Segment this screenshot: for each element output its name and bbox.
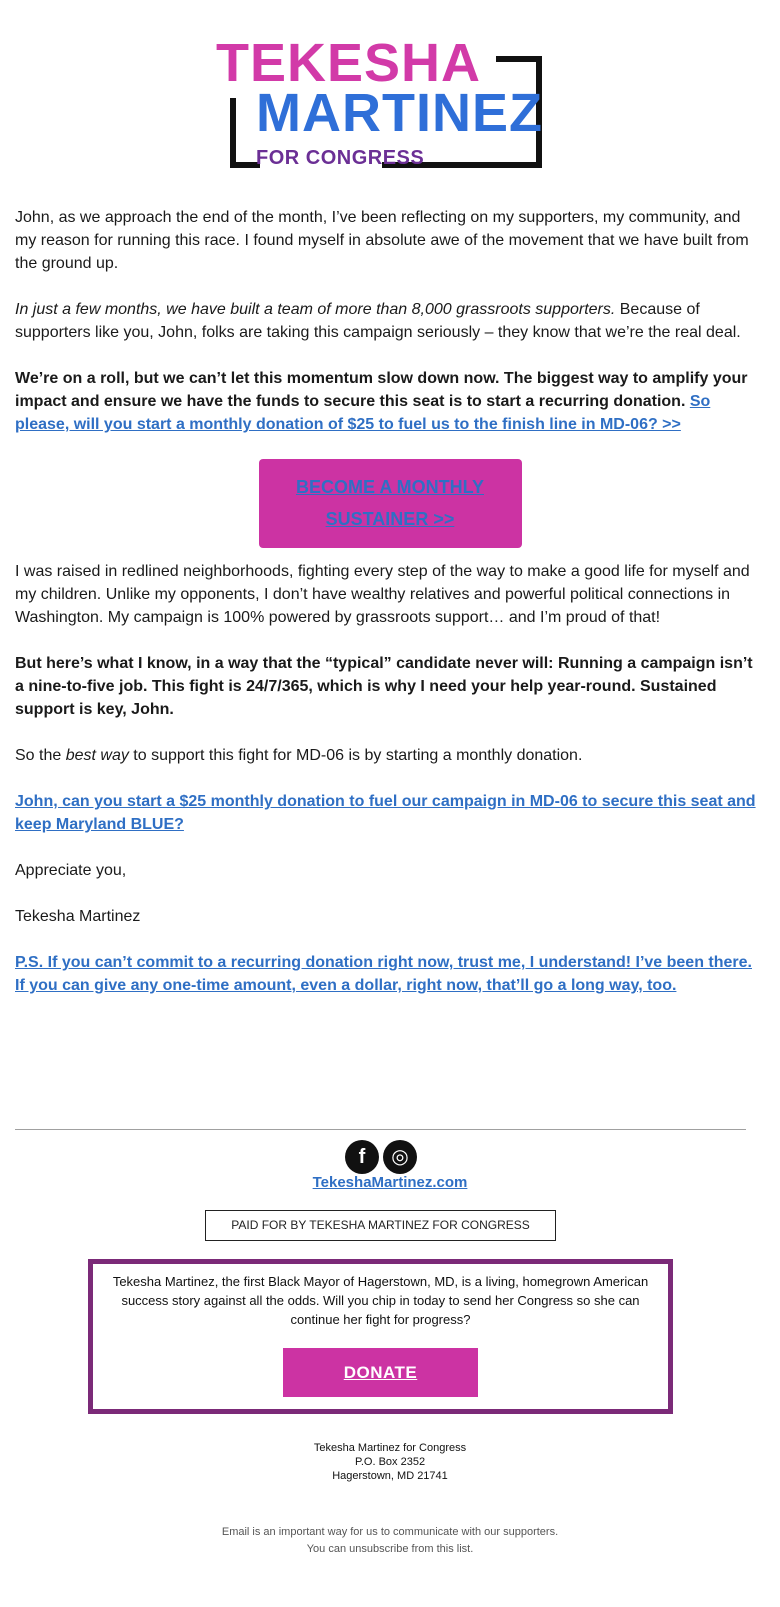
monthly-donation-link[interactable]: So please, will you start a monthly donation of $25 to fuel us to the finish line in MD-06? >> [15,393,711,433]
address-line-2: P.O. Box 2352 [354,1456,426,1468]
unsubscribe-notice [0,1524,780,1558]
paragraph-typical-candidate [15,652,765,721]
paragraph-signoff: Appreciate you, [15,862,127,879]
cta-line-1: BECOME A MONTHLY [295,477,484,497]
paragraph-supporters [15,298,765,344]
logo-last-name: MARTINEZ [256,83,543,143]
paragraph-background: I was raised in redlined neighborhoods, fighting every step of the way to make a good life for myself and my children. Unlike my opponents, I don’t have wealthy relatives and powerful political connections in Washington. My campaign is 100% powered by grassroots support… and I’m proud of that! [15,563,750,626]
email-body [15,206,765,1020]
fineprint-line-2: You can unsubscribe from this list. [306,1543,474,1555]
monthly-25-link[interactable]: John, can you start a $25 monthly donation to fuel our campaign in MD-06 to secure this seat and keep Maryland BLUE? [15,793,756,833]
logo-bracket-left [230,98,236,168]
cta-line-2: SUSTAINER >> [325,509,455,529]
best-way-italic: best way [65,747,129,764]
website-link[interactable]: TekeshaMartinez.com [312,1174,468,1191]
momentum-bold: We’re on a roll, but we can’t let this momentum slow down now. The biggest way to amplify your impact and ensure we have the funds to secure this seat is to start a recurring donation. [15,370,748,410]
paid-for-disclaimer: PAID FOR BY TEKESHA MARTINEZ FOR CONGRESS [205,1210,556,1241]
fineprint-line-1: Email is an important way for us to communicate with our supporters. [221,1526,559,1538]
logo-tagline: FOR CONGRESS [256,147,425,169]
paragraph-momentum [15,367,765,436]
logo-first-name: TEKESHA [216,33,482,93]
facebook-icon[interactable]: f [345,1140,379,1174]
donate-box [88,1259,673,1414]
paragraph-ask-link [15,790,765,836]
paragraph-ps [15,951,765,997]
footer-divider [15,1129,746,1130]
ps-one-time-link[interactable]: P.S. If you can’t commit to a recurring donation right now, trust me, I understand! I’ve been there. If you can give any one-time amount, even a dollar, right now, that’ll go a long way, too. [15,954,752,994]
mailing-address [0,1441,780,1483]
address-line-3: Hagerstown, MD 21741 [332,1470,448,1482]
campaign-logo[interactable] [216,33,562,170]
donate-button[interactable]: DONATE [283,1348,478,1397]
address-line-1: Tekesha Martinez for Congress [313,1442,467,1454]
cta-container [15,459,765,548]
instagram-icon[interactable]: ◎ [383,1140,417,1174]
paragraph-best-way [15,744,765,767]
paragraph-signature: Tekesha Martinez [15,908,141,925]
donate-box-text: Tekesha Martinez, the first Black Mayor of Hagerstown, MD, is a living, homegrown American success story against all the odds. Will you chip in today to send her Congress so she can continue her fight for progress? [112,1274,649,1327]
best-way-post: to support this fight for MD-06 is by starting a monthly donation. [128,747,583,764]
typical-candidate-bold: But here’s what I know, in a way that the “typical” candidate never will: Running a campaign isn’t a nine-to-five job. This fight is 24/7/365, which is why I need your help year-round. Sustained support is key, John. [15,655,753,718]
paragraph-intro: John, as we approach the end of the month, I’ve been reflecting on my supporters, my community, and my reason for running this race. I found myself in absolute awe of the movement that we have built from the ground up. [15,209,749,272]
supporters-rest: Because of supporters like you, John, folks are taking this campaign seriously – they know that we’re the real deal. [15,301,741,341]
become-sustainer-button[interactable] [259,459,522,548]
best-way-pre: So the [15,747,66,764]
social-links [345,1140,417,1174]
supporters-italic: In just a few months, we have built a team of more than 8,000 grassroots supporters. [15,301,616,318]
